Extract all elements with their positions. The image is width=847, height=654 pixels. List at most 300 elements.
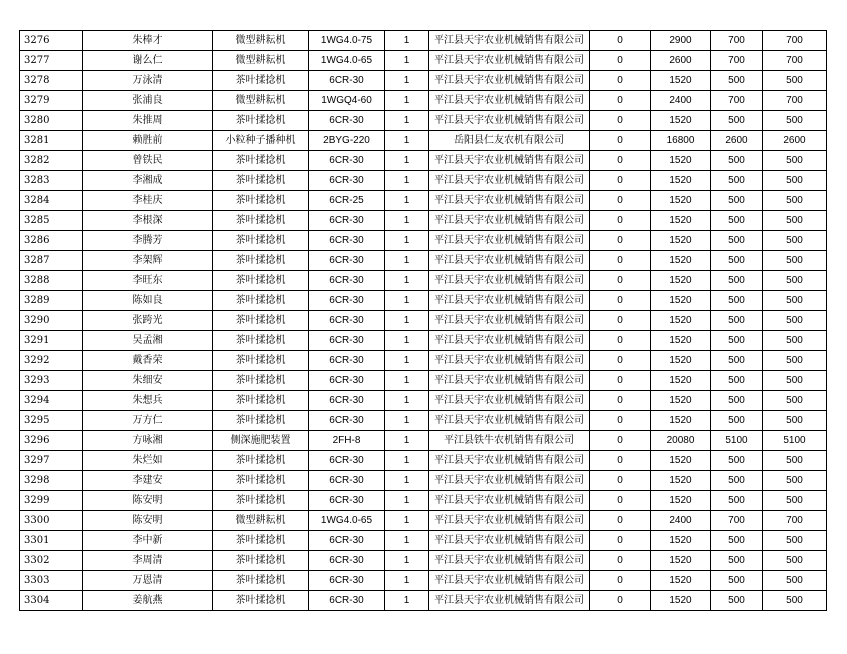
row-number-cell: 3300 xyxy=(20,511,83,531)
dealer-name-cell: 平江县天宇农业机械销售有限公司 xyxy=(429,211,590,231)
col-zero-cell: 0 xyxy=(590,271,651,291)
dealer-name-cell: 平江县天宇农业机械销售有限公司 xyxy=(429,451,590,471)
machine-type-cell: 茶叶揉捻机 xyxy=(213,571,309,591)
table-row xyxy=(20,371,827,391)
subsidy-b-cell: 500 xyxy=(763,471,827,491)
table-row xyxy=(20,211,827,231)
applicant-name-cell: 朱想兵 xyxy=(83,391,213,411)
dealer-name-cell: 平江县天宇农业机械销售有限公司 xyxy=(429,171,590,191)
subsidy-b-cell: 500 xyxy=(763,371,827,391)
quantity-cell: 1 xyxy=(385,131,429,151)
total-price-cell: 1520 xyxy=(651,411,711,431)
row-number-cell: 3299 xyxy=(20,491,83,511)
quantity-cell: 1 xyxy=(385,471,429,491)
applicant-name-cell: 李腾芳 xyxy=(83,231,213,251)
subsidy-b-cell: 500 xyxy=(763,451,827,471)
table-row xyxy=(20,131,827,151)
col-zero-cell: 0 xyxy=(590,391,651,411)
machine-type-cell: 微型耕耘机 xyxy=(213,51,309,71)
subsidy-a-cell: 500 xyxy=(711,391,763,411)
col-zero-cell: 0 xyxy=(590,231,651,251)
dealer-name-cell: 平江县天宇农业机械销售有限公司 xyxy=(429,311,590,331)
quantity-cell: 1 xyxy=(385,51,429,71)
col-zero-cell: 0 xyxy=(590,31,651,51)
col-zero-cell: 0 xyxy=(590,371,651,391)
subsidy-a-cell: 700 xyxy=(711,31,763,51)
quantity-cell: 1 xyxy=(385,451,429,471)
total-price-cell: 2900 xyxy=(651,31,711,51)
machine-type-cell: 茶叶揉捻机 xyxy=(213,491,309,511)
model-number-cell: 6CR-30 xyxy=(309,211,385,231)
subsidy-a-cell: 500 xyxy=(711,571,763,591)
machine-type-cell: 茶叶揉捻机 xyxy=(213,551,309,571)
table-row xyxy=(20,191,827,211)
subsidy-b-cell: 500 xyxy=(763,411,827,431)
row-number-cell: 3303 xyxy=(20,571,83,591)
col-zero-cell: 0 xyxy=(590,431,651,451)
col-zero-cell: 0 xyxy=(590,51,651,71)
applicant-name-cell: 万泳清 xyxy=(83,71,213,91)
quantity-cell: 1 xyxy=(385,411,429,431)
quantity-cell: 1 xyxy=(385,211,429,231)
row-number-cell: 3298 xyxy=(20,471,83,491)
col-zero-cell: 0 xyxy=(590,111,651,131)
machine-type-cell: 微型耕耘机 xyxy=(213,31,309,51)
row-number-cell: 3280 xyxy=(20,111,83,131)
dealer-name-cell: 平江县天宇农业机械销售有限公司 xyxy=(429,531,590,551)
dealer-name-cell: 平江县天宇农业机械销售有限公司 xyxy=(429,191,590,211)
table-row xyxy=(20,151,827,171)
total-price-cell: 1520 xyxy=(651,71,711,91)
dealer-name-cell: 平江县天宇农业机械销售有限公司 xyxy=(429,491,590,511)
quantity-cell: 1 xyxy=(385,511,429,531)
subsidy-a-cell: 500 xyxy=(711,211,763,231)
total-price-cell: 1520 xyxy=(651,211,711,231)
dealer-name-cell: 平江县天宇农业机械销售有限公司 xyxy=(429,151,590,171)
model-number-cell: 6CR-25 xyxy=(309,191,385,211)
applicant-name-cell: 李桂庆 xyxy=(83,191,213,211)
row-number-cell: 3295 xyxy=(20,411,83,431)
subsidy-a-cell: 500 xyxy=(711,71,763,91)
model-number-cell: 6CR-30 xyxy=(309,531,385,551)
table-row xyxy=(20,551,827,571)
subsidy-b-cell: 500 xyxy=(763,251,827,271)
table-row xyxy=(20,451,827,471)
subsidy-b-cell: 700 xyxy=(763,51,827,71)
table-row xyxy=(20,491,827,511)
applicant-name-cell: 李根深 xyxy=(83,211,213,231)
total-price-cell: 1520 xyxy=(651,111,711,131)
row-number-cell: 3282 xyxy=(20,151,83,171)
row-number-cell: 3304 xyxy=(20,591,83,611)
machine-type-cell: 茶叶揉捻机 xyxy=(213,71,309,91)
row-number-cell: 3293 xyxy=(20,371,83,391)
model-number-cell: 6CR-30 xyxy=(309,311,385,331)
total-price-cell: 1520 xyxy=(651,151,711,171)
subsidy-b-cell: 500 xyxy=(763,351,827,371)
applicant-name-cell: 吴孟湘 xyxy=(83,331,213,351)
col-zero-cell: 0 xyxy=(590,531,651,551)
machine-type-cell: 茶叶揉捻机 xyxy=(213,171,309,191)
col-zero-cell: 0 xyxy=(590,411,651,431)
subsidy-a-cell: 500 xyxy=(711,151,763,171)
quantity-cell: 1 xyxy=(385,271,429,291)
dealer-name-cell: 平江县天宇农业机械销售有限公司 xyxy=(429,71,590,91)
model-number-cell: 2BYG-220 xyxy=(309,131,385,151)
total-price-cell: 1520 xyxy=(651,191,711,211)
table-row xyxy=(20,331,827,351)
table-row xyxy=(20,391,827,411)
dealer-name-cell: 平江县天宇农业机械销售有限公司 xyxy=(429,331,590,351)
subsidy-a-cell: 500 xyxy=(711,291,763,311)
subsidy-a-cell: 500 xyxy=(711,271,763,291)
machine-type-cell: 茶叶揉捻机 xyxy=(213,471,309,491)
col-zero-cell: 0 xyxy=(590,451,651,471)
subsidy-a-cell: 500 xyxy=(711,311,763,331)
table-row xyxy=(20,91,827,111)
machine-type-cell: 茶叶揉捻机 xyxy=(213,391,309,411)
subsidy-b-cell: 500 xyxy=(763,271,827,291)
row-number-cell: 3276 xyxy=(20,31,83,51)
total-price-cell: 1520 xyxy=(651,471,711,491)
machine-type-cell: 茶叶揉捻机 xyxy=(213,451,309,471)
row-number-cell: 3292 xyxy=(20,351,83,371)
model-number-cell: 6CR-30 xyxy=(309,231,385,251)
subsidy-a-cell: 5100 xyxy=(711,431,763,451)
dealer-name-cell: 平江县天宇农业机械销售有限公司 xyxy=(429,551,590,571)
applicant-name-cell: 陈安明 xyxy=(83,511,213,531)
subsidy-a-cell: 2600 xyxy=(711,131,763,151)
table-row xyxy=(20,591,827,611)
row-number-cell: 3301 xyxy=(20,531,83,551)
quantity-cell: 1 xyxy=(385,551,429,571)
quantity-cell: 1 xyxy=(385,31,429,51)
model-number-cell: 6CR-30 xyxy=(309,391,385,411)
row-number-cell: 3289 xyxy=(20,291,83,311)
dealer-name-cell: 平江县天宇农业机械销售有限公司 xyxy=(429,351,590,371)
applicant-name-cell: 戴香荣 xyxy=(83,351,213,371)
quantity-cell: 1 xyxy=(385,491,429,511)
table-body xyxy=(20,31,827,611)
subsidy-b-cell: 700 xyxy=(763,511,827,531)
total-price-cell: 1520 xyxy=(651,571,711,591)
quantity-cell: 1 xyxy=(385,291,429,311)
machine-type-cell: 茶叶揉捻机 xyxy=(213,351,309,371)
quantity-cell: 1 xyxy=(385,91,429,111)
subsidy-b-cell: 500 xyxy=(763,211,827,231)
row-number-cell: 3302 xyxy=(20,551,83,571)
machine-type-cell: 茶叶揉捻机 xyxy=(213,531,309,551)
dealer-name-cell: 平江县天宇农业机械销售有限公司 xyxy=(429,511,590,531)
total-price-cell: 1520 xyxy=(651,451,711,471)
applicant-name-cell: 陈如良 xyxy=(83,291,213,311)
total-price-cell: 20080 xyxy=(651,431,711,451)
table-row xyxy=(20,31,827,51)
subsidy-b-cell: 500 xyxy=(763,331,827,351)
machine-type-cell: 茶叶揉捻机 xyxy=(213,591,309,611)
quantity-cell: 1 xyxy=(385,111,429,131)
row-number-cell: 3278 xyxy=(20,71,83,91)
table-row xyxy=(20,251,827,271)
row-number-cell: 3277 xyxy=(20,51,83,71)
row-number-cell: 3285 xyxy=(20,211,83,231)
total-price-cell: 1520 xyxy=(651,271,711,291)
model-number-cell: 6CR-30 xyxy=(309,371,385,391)
total-price-cell: 16800 xyxy=(651,131,711,151)
col-zero-cell: 0 xyxy=(590,91,651,111)
machine-type-cell: 茶叶揉捻机 xyxy=(213,311,309,331)
total-price-cell: 1520 xyxy=(651,331,711,351)
quantity-cell: 1 xyxy=(385,71,429,91)
model-number-cell: 1WGQ4-60 xyxy=(309,91,385,111)
subsidy-a-cell: 500 xyxy=(711,351,763,371)
machine-type-cell: 茶叶揉捻机 xyxy=(213,251,309,271)
col-zero-cell: 0 xyxy=(590,251,651,271)
quantity-cell: 1 xyxy=(385,391,429,411)
row-number-cell: 3296 xyxy=(20,431,83,451)
applicant-name-cell: 谢么仁 xyxy=(83,51,213,71)
applicant-name-cell: 朱烂如 xyxy=(83,451,213,471)
machine-type-cell: 茶叶揉捻机 xyxy=(213,151,309,171)
model-number-cell: 6CR-30 xyxy=(309,151,385,171)
model-number-cell: 2FH-8 xyxy=(309,431,385,451)
quantity-cell: 1 xyxy=(385,171,429,191)
subsidy-a-cell: 700 xyxy=(711,51,763,71)
subsidy-b-cell: 500 xyxy=(763,551,827,571)
applicant-name-cell: 李架辉 xyxy=(83,251,213,271)
subsidy-b-cell: 700 xyxy=(763,31,827,51)
row-number-cell: 3287 xyxy=(20,251,83,271)
total-price-cell: 1520 xyxy=(651,591,711,611)
subsidy-b-cell: 2600 xyxy=(763,131,827,151)
subsidy-b-cell: 500 xyxy=(763,231,827,251)
subsidy-a-cell: 500 xyxy=(711,231,763,251)
row-number-cell: 3291 xyxy=(20,331,83,351)
model-number-cell: 1WG4.0-65 xyxy=(309,51,385,71)
quantity-cell: 1 xyxy=(385,151,429,171)
subsidy-a-cell: 700 xyxy=(711,91,763,111)
row-number-cell: 3284 xyxy=(20,191,83,211)
model-number-cell: 6CR-30 xyxy=(309,271,385,291)
total-price-cell: 1520 xyxy=(651,291,711,311)
subsidy-a-cell: 500 xyxy=(711,471,763,491)
model-number-cell: 6CR-30 xyxy=(309,571,385,591)
col-zero-cell: 0 xyxy=(590,171,651,191)
quantity-cell: 1 xyxy=(385,191,429,211)
machine-type-cell: 微型耕耘机 xyxy=(213,511,309,531)
table-row xyxy=(20,51,827,71)
model-number-cell: 6CR-30 xyxy=(309,71,385,91)
quantity-cell: 1 xyxy=(385,531,429,551)
col-zero-cell: 0 xyxy=(590,191,651,211)
dealer-name-cell: 平江县天宇农业机械销售有限公司 xyxy=(429,571,590,591)
subsidy-b-cell: 500 xyxy=(763,591,827,611)
col-zero-cell: 0 xyxy=(590,331,651,351)
total-price-cell: 1520 xyxy=(651,531,711,551)
machine-type-cell: 茶叶揉捻机 xyxy=(213,271,309,291)
col-zero-cell: 0 xyxy=(590,351,651,371)
quantity-cell: 1 xyxy=(385,331,429,351)
subsidy-a-cell: 500 xyxy=(711,491,763,511)
machine-type-cell: 侧深施肥装置 xyxy=(213,431,309,451)
model-number-cell: 6CR-30 xyxy=(309,251,385,271)
total-price-cell: 1520 xyxy=(651,351,711,371)
dealer-name-cell: 平江县天宇农业机械销售有限公司 xyxy=(429,411,590,431)
subsidy-a-cell: 500 xyxy=(711,451,763,471)
subsidy-b-cell: 500 xyxy=(763,311,827,331)
row-number-cell: 3281 xyxy=(20,131,83,151)
table-row xyxy=(20,291,827,311)
applicant-name-cell: 朱棒才 xyxy=(83,31,213,51)
model-number-cell: 1WG4.0-65 xyxy=(309,511,385,531)
row-number-cell: 3279 xyxy=(20,91,83,111)
row-number-cell: 3294 xyxy=(20,391,83,411)
quantity-cell: 1 xyxy=(385,231,429,251)
dealer-name-cell: 平江县天宇农业机械销售有限公司 xyxy=(429,591,590,611)
model-number-cell: 6CR-30 xyxy=(309,291,385,311)
machine-type-cell: 微型耕耘机 xyxy=(213,91,309,111)
table-row xyxy=(20,571,827,591)
table-row xyxy=(20,351,827,371)
dealer-name-cell: 平江县天宇农业机械销售有限公司 xyxy=(429,111,590,131)
subsidy-b-cell: 500 xyxy=(763,291,827,311)
applicant-name-cell: 李中新 xyxy=(83,531,213,551)
dealer-name-cell: 平江县铁牛农机销售有限公司 xyxy=(429,431,590,451)
col-zero-cell: 0 xyxy=(590,211,651,231)
total-price-cell: 1520 xyxy=(651,171,711,191)
dealer-name-cell: 平江县天宇农业机械销售有限公司 xyxy=(429,31,590,51)
subsidy-b-cell: 700 xyxy=(763,91,827,111)
dealer-name-cell: 平江县天宇农业机械销售有限公司 xyxy=(429,391,590,411)
row-number-cell: 3288 xyxy=(20,271,83,291)
total-price-cell: 1520 xyxy=(651,311,711,331)
row-number-cell: 3297 xyxy=(20,451,83,471)
model-number-cell: 6CR-30 xyxy=(309,331,385,351)
dealer-name-cell: 平江县天宇农业机械销售有限公司 xyxy=(429,371,590,391)
row-number-cell: 3286 xyxy=(20,231,83,251)
row-number-cell: 3283 xyxy=(20,171,83,191)
subsidy-b-cell: 500 xyxy=(763,391,827,411)
model-number-cell: 6CR-30 xyxy=(309,491,385,511)
col-zero-cell: 0 xyxy=(590,551,651,571)
applicant-name-cell: 朱细安 xyxy=(83,371,213,391)
model-number-cell: 6CR-30 xyxy=(309,411,385,431)
model-number-cell: 6CR-30 xyxy=(309,471,385,491)
table-row xyxy=(20,111,827,131)
subsidy-a-cell: 500 xyxy=(711,171,763,191)
total-price-cell: 2400 xyxy=(651,91,711,111)
subsidy-b-cell: 500 xyxy=(763,151,827,171)
applicant-name-cell: 张浦良 xyxy=(83,91,213,111)
model-number-cell: 6CR-30 xyxy=(309,111,385,131)
applicant-name-cell: 赖胜前 xyxy=(83,131,213,151)
model-number-cell: 6CR-30 xyxy=(309,451,385,471)
subsidy-b-cell: 500 xyxy=(763,111,827,131)
machine-type-cell: 茶叶揉捻机 xyxy=(213,191,309,211)
col-zero-cell: 0 xyxy=(590,591,651,611)
total-price-cell: 1520 xyxy=(651,371,711,391)
subsidy-a-cell: 500 xyxy=(711,251,763,271)
table-row xyxy=(20,311,827,331)
dealer-name-cell: 平江县天宇农业机械销售有限公司 xyxy=(429,231,590,251)
subsidy-a-cell: 500 xyxy=(711,371,763,391)
machine-type-cell: 茶叶揉捻机 xyxy=(213,331,309,351)
subsidy-a-cell: 500 xyxy=(711,331,763,351)
quantity-cell: 1 xyxy=(385,571,429,591)
subsidy-a-cell: 500 xyxy=(711,591,763,611)
total-price-cell: 1520 xyxy=(651,551,711,571)
col-zero-cell: 0 xyxy=(590,71,651,91)
applicant-name-cell: 方咏湘 xyxy=(83,431,213,451)
machine-type-cell: 茶叶揉捻机 xyxy=(213,291,309,311)
table-row xyxy=(20,511,827,531)
dealer-name-cell: 平江县天宇农业机械销售有限公司 xyxy=(429,51,590,71)
subsidy-b-cell: 500 xyxy=(763,531,827,551)
machine-type-cell: 茶叶揉捻机 xyxy=(213,211,309,231)
model-number-cell: 1WG4.0-75 xyxy=(309,31,385,51)
applicant-name-cell: 李湘成 xyxy=(83,171,213,191)
table-row xyxy=(20,471,827,491)
subsidy-b-cell: 500 xyxy=(763,191,827,211)
subsidy-b-cell: 500 xyxy=(763,71,827,91)
quantity-cell: 1 xyxy=(385,251,429,271)
total-price-cell: 1520 xyxy=(651,231,711,251)
total-price-cell: 1520 xyxy=(651,391,711,411)
dealer-name-cell: 平江县天宇农业机械销售有限公司 xyxy=(429,91,590,111)
applicant-name-cell: 陈安明 xyxy=(83,491,213,511)
dealer-name-cell: 平江县天宇农业机械销售有限公司 xyxy=(429,291,590,311)
table-row xyxy=(20,231,827,251)
applicant-name-cell: 朱推周 xyxy=(83,111,213,131)
applicant-name-cell: 万方仁 xyxy=(83,411,213,431)
quantity-cell: 1 xyxy=(385,371,429,391)
quantity-cell: 1 xyxy=(385,591,429,611)
col-zero-cell: 0 xyxy=(590,491,651,511)
dealer-name-cell: 岳阳县仁友农机有限公司 xyxy=(429,131,590,151)
applicant-name-cell: 万恩清 xyxy=(83,571,213,591)
col-zero-cell: 0 xyxy=(590,571,651,591)
model-number-cell: 6CR-30 xyxy=(309,171,385,191)
model-number-cell: 6CR-30 xyxy=(309,551,385,571)
subsidy-a-cell: 500 xyxy=(711,191,763,211)
quantity-cell: 1 xyxy=(385,431,429,451)
applicant-name-cell: 姜航燕 xyxy=(83,591,213,611)
total-price-cell: 2400 xyxy=(651,511,711,531)
subsidy-a-cell: 700 xyxy=(711,511,763,531)
col-zero-cell: 0 xyxy=(590,291,651,311)
table-row xyxy=(20,71,827,91)
table-row xyxy=(20,271,827,291)
quantity-cell: 1 xyxy=(385,351,429,371)
subsidy-a-cell: 500 xyxy=(711,111,763,131)
table-row xyxy=(20,411,827,431)
applicant-name-cell: 张跨光 xyxy=(83,311,213,331)
col-zero-cell: 0 xyxy=(590,471,651,491)
model-number-cell: 6CR-30 xyxy=(309,591,385,611)
dealer-name-cell: 平江县天宇农业机械销售有限公司 xyxy=(429,251,590,271)
quantity-cell: 1 xyxy=(385,311,429,331)
applicant-name-cell: 李旺东 xyxy=(83,271,213,291)
table-row xyxy=(20,171,827,191)
machine-type-cell: 茶叶揉捻机 xyxy=(213,371,309,391)
col-zero-cell: 0 xyxy=(590,511,651,531)
table-row xyxy=(20,531,827,551)
applicant-name-cell: 李周清 xyxy=(83,551,213,571)
col-zero-cell: 0 xyxy=(590,151,651,171)
dealer-name-cell: 平江县天宇农业机械销售有限公司 xyxy=(429,471,590,491)
dealer-name-cell: 平江县天宇农业机械销售有限公司 xyxy=(429,271,590,291)
machine-type-cell: 小粒种子播种机 xyxy=(213,131,309,151)
